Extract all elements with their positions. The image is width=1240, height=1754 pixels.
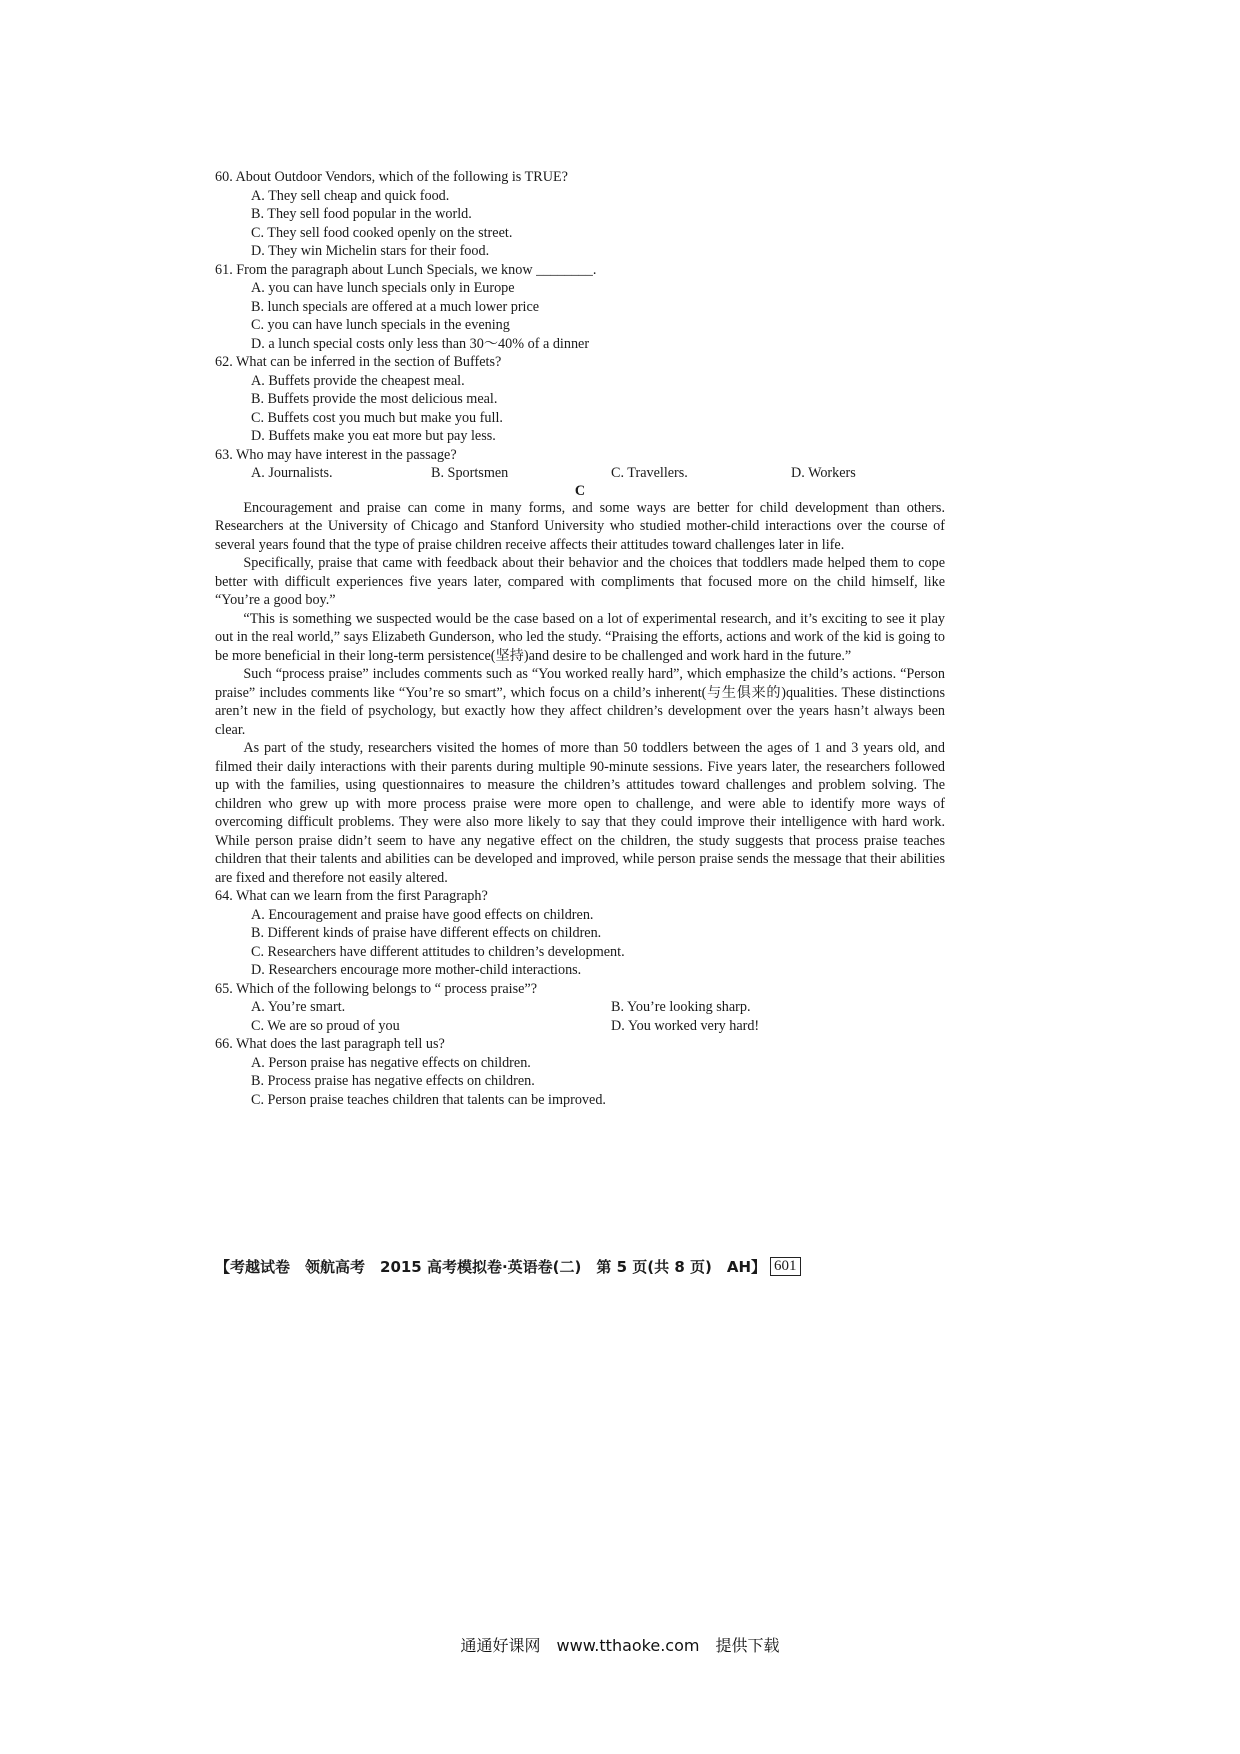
option-c: C. Researchers have different attitudes to children’s development.: [251, 943, 625, 960]
question-stem: 61. From the paragraph about Lunch Specials, we know ________.: [215, 261, 597, 278]
question-65: [215, 980, 945, 1036]
option-c: C. Person praise teaches children that talents can be improved.: [251, 1091, 606, 1108]
option-a: A. Encouragement and praise have good effects on children.: [251, 906, 594, 923]
question-60: [215, 168, 945, 261]
question-stem: 65. Which of the following belongs to “ process praise”?: [215, 980, 538, 997]
question-stem: 64. What can we learn from the first Paragraph?: [215, 888, 488, 904]
question-stem: 62. What can be inferred in the section of Buffets?: [215, 354, 502, 370]
page-footer: [215, 1256, 945, 1277]
option-b: B. lunch specials are offered at a much lower price: [251, 298, 540, 315]
option-a: A. Buffets provide the cheapest meal.: [251, 372, 465, 389]
passage-paragraph: Specifically, praise that came with feedback about their behavior and the choices that toddlers made helped them to cope better with difficult experiences five years later, compared with compliments that focused more on the child himself, like “You’re a good boy.”: [215, 555, 945, 608]
passage-paragraph: Such “process praise” includes comments such as “You worked really hard”, which emphasize the child’s actions. “Person praise” includes comments like “You’re so smart”, which focus on a child’s inherent(与生俱来的)qualities. These distinctions aren’t new in the field of psychology, but exactly how they affect children’s development over the years hasn’t always been clear.: [215, 666, 945, 738]
question-stem: 63. Who may have interest in the passage?: [215, 446, 457, 463]
passage-paragraph: Encouragement and praise can come in many forms, and some ways are better for child development than others. Researchers at the University of Chicago and Stanford University who studied mother-child interactions over the course of several years found that the type of praise children receive affects their attitudes toward challenges later in life.: [215, 499, 945, 553]
option-b: B. Sportsmen: [431, 465, 509, 481]
footer-text: 【考越试卷 领航高考 2015 高考模拟卷·英语卷(二) 第 5 页(共 8 页) AH】: [215, 1258, 767, 1276]
option-c: C. Travellers.: [611, 465, 688, 481]
option-c: C. Buffets cost you much but make you full.: [251, 409, 503, 426]
question-61: [215, 261, 945, 354]
passage-paragraph: As part of the study, researchers visited the homes of more than 50 toddlers between the ages of 1 and 3 years old, and filmed their daily interactions with their parents during multiple 90-minute sessions. Five years later, the researchers followed up with the families, using questionnaires to measure the children’s attitudes toward challenges and problem solving. The children who grew up with more process praise were more open to challenge, and were able to identify more ways of overcoming difficult problems. They were also more likely to say that they could improve their intelligence with hard work. While person praise didn’t seem to have any negative effect on the children, the study suggests that process praise teaches children that their talents and abilities can be developed and improved, while person praise sends the message that their abilities are fixed and therefore not easily altered.: [215, 740, 945, 886]
download-watermark: 通通好课网 www.tthaoke.com 提供下载: [460, 1636, 780, 1655]
option-a: A. Person praise has negative effects on children.: [251, 1054, 531, 1071]
question-62: [215, 353, 945, 446]
question-64: [215, 887, 945, 980]
question-stem: 66. What does the last paragraph tell us?: [215, 1036, 445, 1052]
section-heading: C: [574, 482, 586, 499]
option-d: D. Buffets make you eat more but pay less.: [251, 428, 496, 444]
option-c: C. you can have lunch specials in the evening: [251, 317, 510, 333]
options-row: [251, 1017, 945, 1036]
option-a: A. you can have lunch specials only in Europe: [251, 280, 515, 296]
option-c: C. They sell food cooked openly on the street.: [251, 224, 513, 241]
options-row: [251, 464, 945, 483]
question-63: [215, 446, 945, 483]
page-content: [215, 168, 945, 1109]
option-b: B. Process praise has negative effects on children.: [251, 1073, 535, 1089]
passage: [215, 499, 945, 888]
option-b: B. Buffets provide the most delicious meal.: [251, 391, 498, 407]
option-a: A. They sell cheap and quick food.: [251, 187, 450, 204]
option-b: B. Different kinds of praise have different effects on children.: [251, 925, 602, 941]
option-d: D. They win Michelin stars for their food.: [251, 243, 490, 259]
option-d: D. Workers: [791, 465, 856, 481]
question-66: [215, 1035, 945, 1109]
options-row: [251, 998, 945, 1017]
question-stem: 60. About Outdoor Vendors, which of the following is TRUE?: [215, 169, 568, 185]
option-b: B. They sell food popular in the world.: [251, 206, 472, 222]
option-a: A. Journalists.: [251, 465, 333, 481]
option-d: D. You worked very hard!: [611, 1017, 760, 1034]
passage-paragraph: “This is something we suspected would be the case based on a lot of experimental research, and it’s exciting to see it play out in the real world,” says Elizabeth Gunderson, who led the study. “Praising the efforts, actions and work of the kid is going to be more beneficial in their long-term persistence(坚持)and desire to be challenged and work hard in the future.”: [215, 610, 945, 664]
option-c: C. We are so proud of you: [251, 1017, 400, 1034]
page-code-box: 601: [770, 1257, 801, 1276]
option-d: D. Researchers encourage more mother-child interactions.: [251, 962, 582, 978]
option-b: B. You’re looking sharp.: [611, 999, 751, 1015]
option-a: A. You’re smart.: [251, 999, 346, 1015]
option-d: D. a lunch special costs only less than 30～40% of a dinner: [251, 335, 590, 352]
